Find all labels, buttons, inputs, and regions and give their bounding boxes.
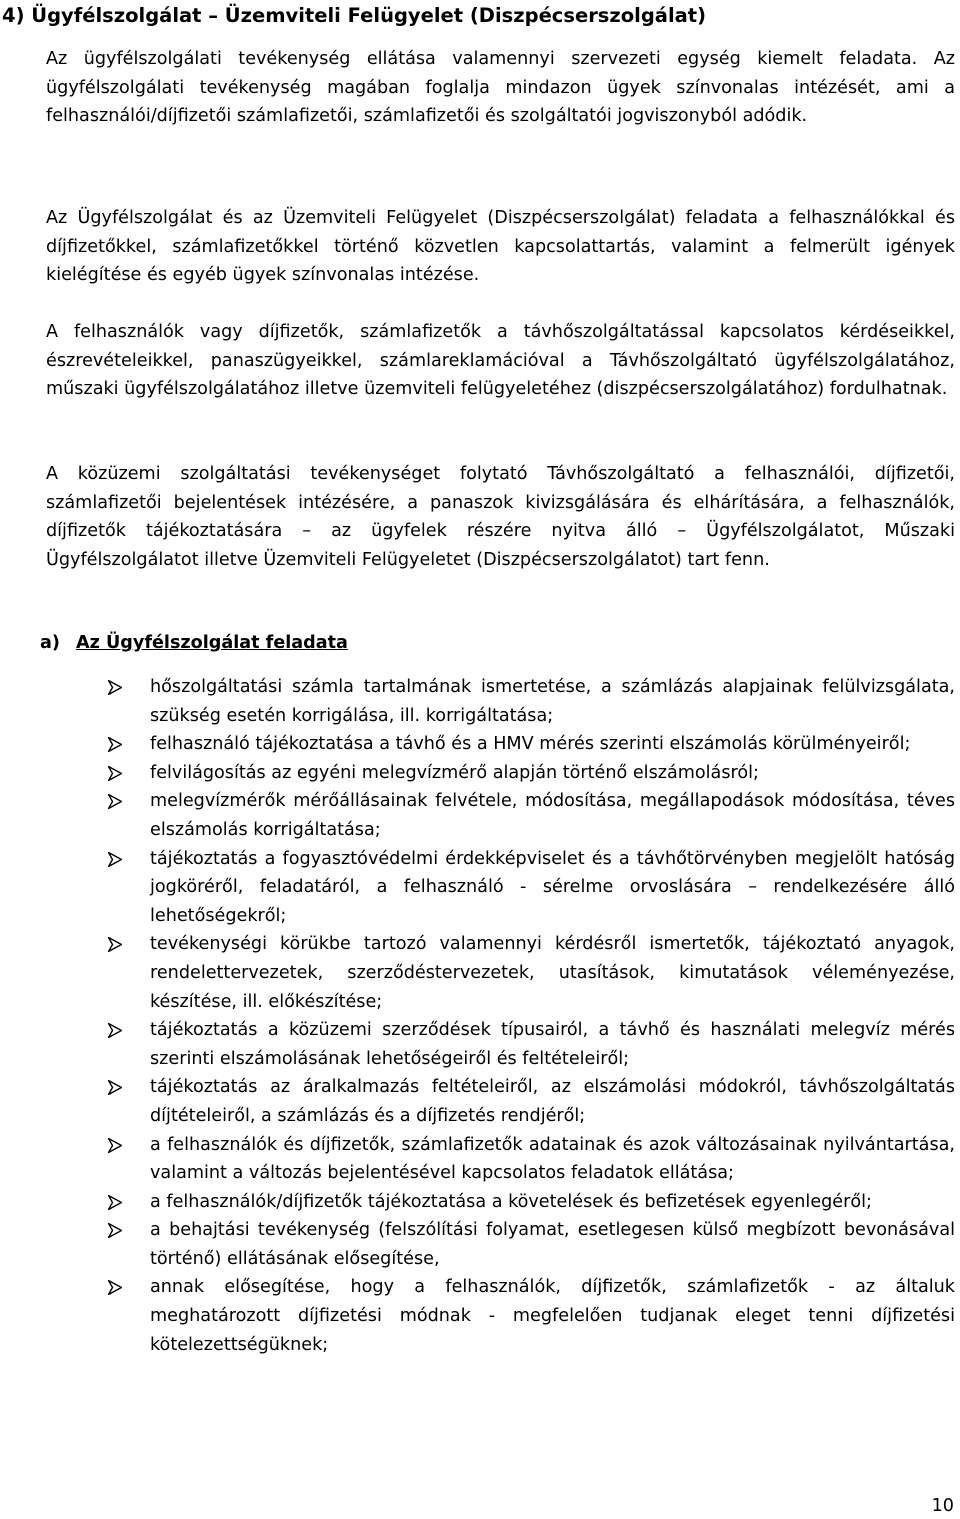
arrowhead-bullet-icon: [108, 1080, 122, 1095]
task-list-item: [108, 930, 955, 1016]
task-text: annak elősegítése, hogy a felhasználók, díjfizetők, számlafizetők - az általuk meghatározott díjfizetési módnak - megfelelően tudjanak eleget tenni díjfizetési kötelezettségüknek;: [150, 1277, 955, 1355]
task-text: hőszolgáltatási számla tartalmának ismertetése, a számlázás alapjainak felülvizsgálata, szükség esetén korrigálása, ill. korrigáltatása;: [150, 677, 955, 726]
task-list-item: [108, 1016, 955, 1073]
paragraph-contact: A felhasználók vagy díjfizetők, számlafizetők a távhőszolgáltatással kapcsolatos kérdéseikkel, észrevételeikkel, panaszügyeikkel, számlareklamációval a Távhőszolgáltató ügyfélszolgálatához, műszaki ügyfélszolgálatához illetve üzemviteli felügyeletéhez (diszpécserszolgálatához) fordulhatnak.: [46, 322, 955, 400]
task-list-item: [108, 1216, 955, 1273]
task-list-item: [108, 673, 955, 730]
page-number: 10: [931, 1496, 954, 1516]
task-list-item: [108, 1131, 955, 1188]
subsection-heading: [40, 633, 348, 653]
arrowhead-bullet-icon: [108, 1280, 122, 1295]
arrowhead-bullet-icon: [108, 737, 122, 752]
arrowhead-bullet-icon: [108, 766, 122, 781]
task-list-item: [108, 1073, 955, 1130]
arrowhead-bullet-icon: [108, 1223, 122, 1238]
task-list-item: [108, 845, 955, 931]
task-list-item: [108, 1188, 955, 1217]
arrowhead-bullet-icon: [108, 852, 122, 867]
subsection-title: Az Ügyfélszolgálat feladata: [76, 633, 348, 653]
task-list-item: [108, 730, 955, 759]
arrowhead-bullet-icon: [108, 1023, 122, 1038]
task-list-item: [108, 1273, 955, 1359]
paragraph-intro: Az ügyfélszolgálati tevékenység ellátása valamennyi szervezeti egység kiemelt feladata. Az ügyfélszolgálati tevékenység magában foglalja mindazon ügyek színvonalas intézését, ami a felhasználói/díjfizetői számlafizetői, számlafizetői és szolgáltatói jogviszonyból adódik.: [46, 49, 955, 127]
task-text: a felhasználók/díjfizetők tájékoztatása a követelések és befizetések egyenlegéről;: [150, 1191, 872, 1212]
subsection-label: a): [40, 633, 60, 653]
task-list-item: [108, 759, 955, 788]
task-text: felhasználó tájékoztatása a távhő és a HMV mérés szerinti elszámolás körülményeiről;: [150, 734, 911, 755]
task-text: tájékoztatás az áralkalmazás feltételeiről, az elszámolási módokról, távhőszolgáltatás díjtételeiről, a számlázás és a díjfizetés rendjéről;: [150, 1077, 955, 1126]
task-list: [108, 673, 955, 1359]
paragraph-services: A közüzemi szolgáltatási tevékenységet folytató Távhőszolgáltató a felhasználói, díjfizetői, számlafizetői bejelentések intézésére, a panaszok kivizsgálására és elhárítására, a felhasználók, díjfizetők tájékoztatására – az ügyfelek részére nyitva álló – Ügyfélszolgálatot, Műszaki Ügyfélszolgálatot illetve Üzemviteli Felügyeletet (Diszpécserszolgálatot) tart fenn.: [46, 464, 955, 570]
arrowhead-bullet-icon: [108, 1195, 122, 1210]
task-list-item: [108, 787, 955, 844]
task-text: felvilágosítás az egyéni melegvízmérő alapján történő elszámolásról;: [150, 762, 759, 783]
arrowhead-bullet-icon: [108, 794, 122, 809]
task-text: melegvízmérők mérőállásainak felvétele, módosítása, megállapodások módosítása, téves elszámolás korrigáltatása;: [150, 791, 955, 840]
arrowhead-bullet-icon: [108, 680, 122, 695]
task-text: tevékenységi körükbe tartozó valamennyi kérdésről ismertetők, tájékoztató anyagok, rendelettervezetek, szerződéstervezetek, utasítások, kimutatások véleményezése, készítése, ill. előkészítése;: [150, 934, 955, 1012]
paragraph-duties: Az Ügyfélszolgálat és az Üzemviteli Felügyelet (Diszpécserszolgálat) feladata a felhasználókkal és díjfizetőkkel, számlafizetőkkel történő közvetlen kapcsolattartás, valamint a felmerült igények kielégítése és egyéb ügyek színvonalas intézése.: [46, 208, 955, 286]
task-text: tájékoztatás a fogyasztóvédelmi érdekképviselet és a távhőtörvényben megjelölt hatóság jogköréről, feladatáról, a felhasználó - sérelme orvoslására – rendelkezésére álló lehetőségekről;: [150, 848, 955, 926]
task-text: a felhasználók és díjfizetők, számlafizetők adatainak és azok változásainak nyilvántartása, valamint a változás bejelentésével kapcsolatos feladatok ellátása;: [150, 1134, 955, 1184]
section-heading: 4) Ügyfélszolgálat – Üzemviteli Felügyelet (Diszpécserszolgálat): [2, 4, 707, 27]
arrowhead-bullet-icon: [108, 937, 122, 952]
task-text: tájékoztatás a közüzemi szerződések típusairól, a távhő és használati melegvíz mérés szerinti elszámolásának lehetőségeiről és feltételeiről;: [150, 1020, 955, 1069]
arrowhead-bullet-icon: [108, 1138, 122, 1153]
task-text: a behajtási tevékenység (felszólítási folyamat, esetlegesen külső megbízott bevonásával történő) ellátásának elősegítése,: [150, 1220, 955, 1269]
